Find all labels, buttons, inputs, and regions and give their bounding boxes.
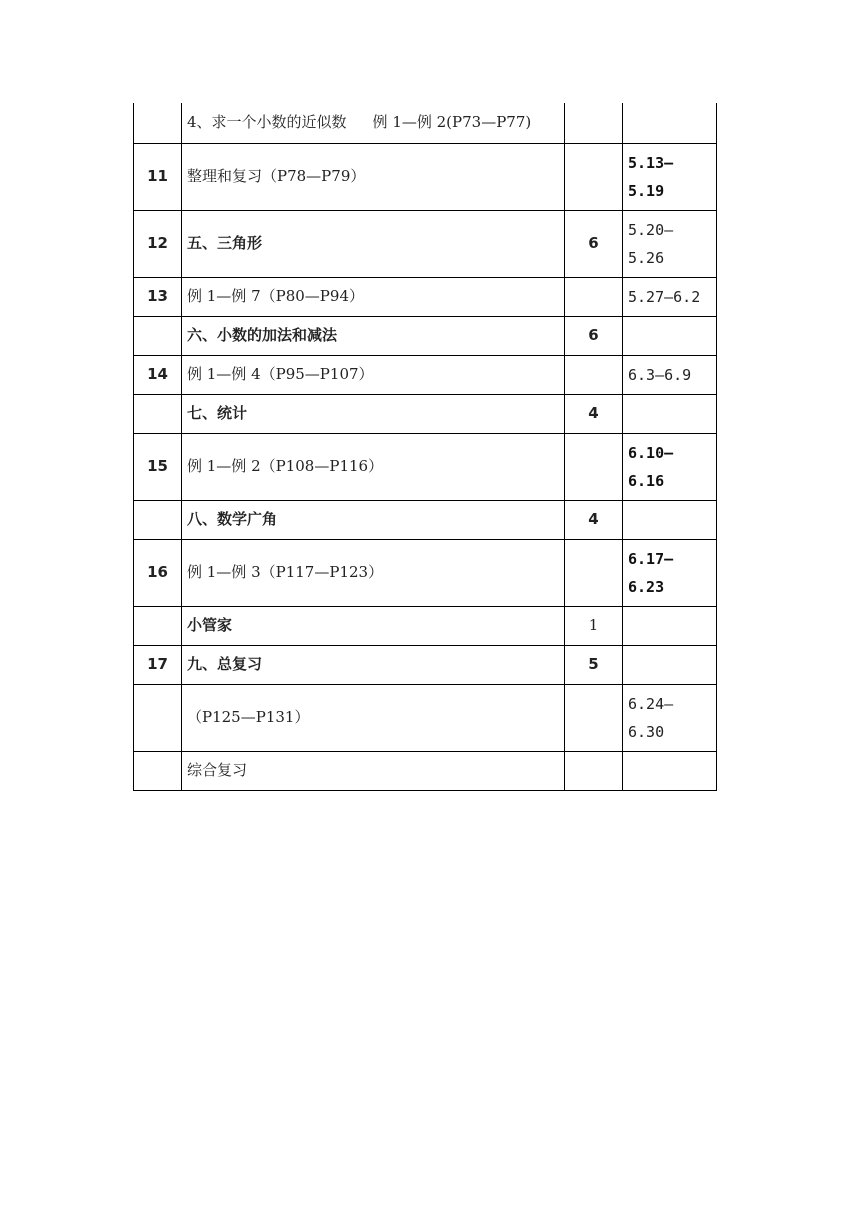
table-row (134, 277, 717, 316)
week-cell: 15 (134, 433, 182, 500)
hours-cell: 6 (565, 210, 623, 277)
hours-cell (565, 355, 623, 394)
content-cell: 整理和复习（P78—P79） (182, 143, 565, 210)
content-cell: 八、数学广角 (182, 500, 565, 539)
table-row (134, 539, 717, 606)
date-cell (623, 751, 717, 790)
hours-cell (565, 751, 623, 790)
week-cell: 13 (134, 277, 182, 316)
content-cell: （P125—P131） (182, 684, 565, 751)
hours-cell (565, 277, 623, 316)
week-cell: 16 (134, 539, 182, 606)
table-row (134, 684, 717, 751)
week-cell: 17 (134, 645, 182, 684)
table-row (134, 103, 717, 143)
week-cell (134, 606, 182, 645)
date-cell (623, 394, 717, 433)
hours-cell (565, 539, 623, 606)
content-cell (182, 103, 565, 143)
content-cell: 六、小数的加法和减法 (182, 316, 565, 355)
hours-cell (565, 103, 623, 143)
date-cell (623, 103, 717, 143)
content-text-secondary: 例 1—例 2(P73—P77) (372, 113, 532, 132)
hours-cell: 1 (565, 606, 623, 645)
content-cell: 例 1—例 3（P117—P123） (182, 539, 565, 606)
content-text: 4、求一个小数的近似数 (187, 113, 347, 132)
week-cell: 12 (134, 210, 182, 277)
content-cell: 七、统计 (182, 394, 565, 433)
week-cell (134, 500, 182, 539)
table-row (134, 433, 717, 500)
date-cell (623, 645, 717, 684)
table-row (134, 606, 717, 645)
week-cell (134, 394, 182, 433)
week-cell: 11 (134, 143, 182, 210)
week-cell (134, 684, 182, 751)
table-row (134, 500, 717, 539)
date-cell: 5.27—6.2 (623, 277, 717, 316)
week-cell (134, 316, 182, 355)
week-cell (134, 751, 182, 790)
content-cell: 例 1—例 4（P95—P107） (182, 355, 565, 394)
hours-cell: 5 (565, 645, 623, 684)
date-cell: 6.17— 6.23 (623, 539, 717, 606)
table-row (134, 210, 717, 277)
table-row (134, 751, 717, 790)
content-cell: 综合复习 (182, 751, 565, 790)
content-cell: 例 1—例 7（P80—P94） (182, 277, 565, 316)
table-row (134, 394, 717, 433)
table-row (134, 143, 717, 210)
hours-cell: 6 (565, 316, 623, 355)
week-cell (134, 103, 182, 143)
date-cell: 5.13— 5.19 (623, 143, 717, 210)
content-cell: 例 1—例 2（P108—P116） (182, 433, 565, 500)
table-row (134, 316, 717, 355)
hours-cell (565, 684, 623, 751)
date-cell (623, 606, 717, 645)
content-cell: 小管家 (182, 606, 565, 645)
week-cell: 14 (134, 355, 182, 394)
table-row (134, 645, 717, 684)
schedule-table (133, 103, 717, 791)
date-cell: 5.20— 5.26 (623, 210, 717, 277)
hours-cell: 4 (565, 394, 623, 433)
date-cell: 6.10— 6.16 (623, 433, 717, 500)
content-cell: 九、总复习 (182, 645, 565, 684)
date-cell (623, 500, 717, 539)
date-cell: 6.24— 6.30 (623, 684, 717, 751)
content-cell: 五、三角形 (182, 210, 565, 277)
hours-cell: 4 (565, 500, 623, 539)
hours-cell (565, 143, 623, 210)
table-row (134, 355, 717, 394)
date-cell (623, 316, 717, 355)
date-cell: 6.3—6.9 (623, 355, 717, 394)
hours-cell (565, 433, 623, 500)
